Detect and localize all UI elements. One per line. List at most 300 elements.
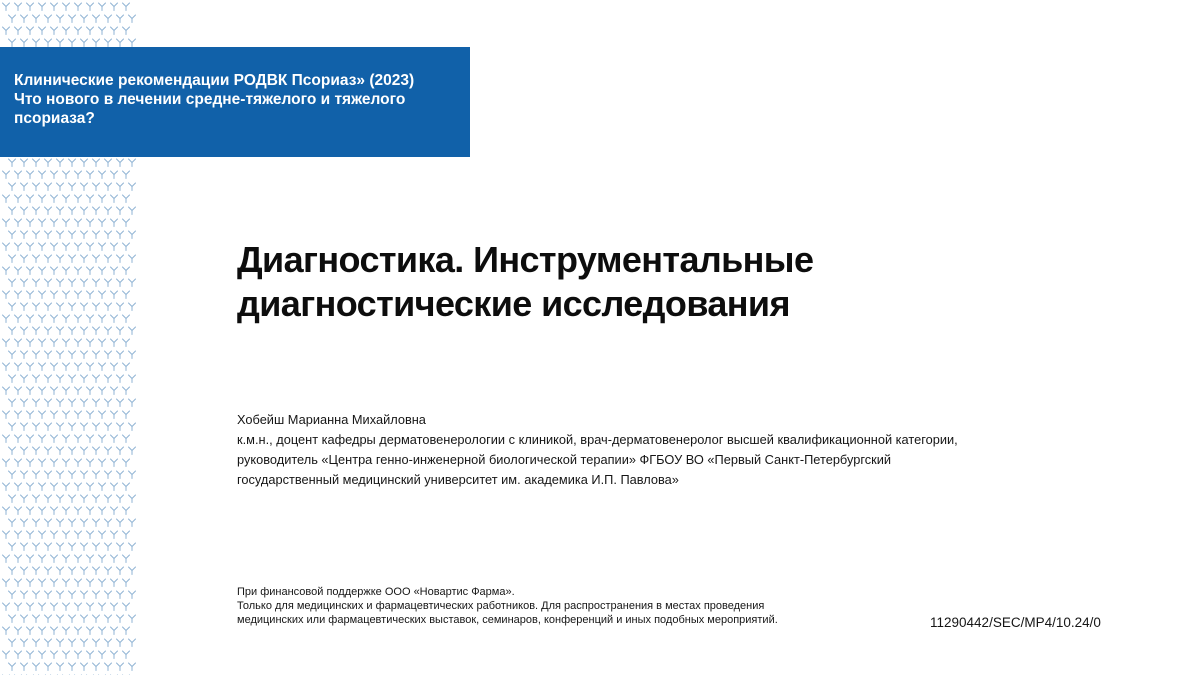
y-shape-icon xyxy=(45,255,52,263)
y-shape-icon xyxy=(45,447,52,455)
y-shape-icon xyxy=(69,327,76,335)
y-shape-icon xyxy=(15,603,22,611)
y-shape-icon xyxy=(51,507,58,515)
y-shape-icon xyxy=(105,447,112,455)
y-shape-icon xyxy=(9,399,16,407)
y-shape-icon xyxy=(15,363,22,371)
y-shape-icon xyxy=(63,339,70,347)
y-shape-icon xyxy=(15,387,22,395)
y-shape-icon xyxy=(9,519,16,527)
y-shape-icon xyxy=(99,195,106,203)
y-shape-icon xyxy=(39,483,46,491)
y-shape-icon xyxy=(111,531,118,539)
y-shape-icon xyxy=(63,195,70,203)
y-shape-icon xyxy=(39,387,46,395)
y-shape-icon xyxy=(105,495,112,503)
y-shape-icon xyxy=(21,351,28,359)
y-shape-icon xyxy=(51,267,58,275)
y-shape-icon xyxy=(57,639,64,647)
y-shape-icon xyxy=(111,387,118,395)
y-shape-icon xyxy=(105,279,112,287)
y-shape-icon xyxy=(9,423,16,431)
y-shape-icon xyxy=(39,363,46,371)
y-shape-icon xyxy=(117,591,124,599)
y-shape-icon xyxy=(99,411,106,419)
y-shape-icon xyxy=(3,627,10,635)
y-shape-icon xyxy=(129,231,136,239)
y-shape-icon xyxy=(3,531,10,539)
y-shape-icon xyxy=(111,171,118,179)
slide-title-line-2: диагностические исследования xyxy=(237,283,790,324)
y-shape-icon xyxy=(87,267,94,275)
y-shape-icon xyxy=(87,291,94,299)
y-shape-icon xyxy=(81,279,88,287)
y-shape-icon xyxy=(123,435,130,443)
y-shape-icon xyxy=(57,255,64,263)
y-shape-icon xyxy=(117,255,124,263)
y-shape-icon xyxy=(111,339,118,347)
y-shape-icon xyxy=(9,183,16,191)
y-shape-icon xyxy=(51,411,58,419)
y-shape-icon xyxy=(111,651,118,659)
y-shape-icon xyxy=(63,579,70,587)
y-shape-icon xyxy=(129,15,136,23)
y-shape-icon xyxy=(117,399,124,407)
y-shape-icon xyxy=(39,243,46,251)
y-shape-icon xyxy=(105,543,112,551)
y-shape-icon xyxy=(69,279,76,287)
y-shape-icon xyxy=(51,627,58,635)
y-shape-icon xyxy=(111,603,118,611)
y-shape-icon xyxy=(75,291,82,299)
y-shape-icon xyxy=(123,531,130,539)
y-shape-icon xyxy=(111,363,118,371)
y-shape-icon xyxy=(87,651,94,659)
y-shape-icon xyxy=(63,651,70,659)
y-shape-icon xyxy=(3,579,10,587)
y-shape-icon xyxy=(39,435,46,443)
y-shape-icon xyxy=(117,207,124,215)
y-shape-icon xyxy=(75,459,82,467)
y-shape-icon xyxy=(87,27,94,35)
y-shape-icon xyxy=(69,231,76,239)
y-shape-icon xyxy=(39,555,46,563)
y-shape-icon xyxy=(81,375,88,383)
y-shape-icon xyxy=(33,639,40,647)
y-shape-icon xyxy=(99,243,106,251)
y-shape-icon xyxy=(21,183,28,191)
y-shape-icon xyxy=(21,279,28,287)
y-shape-icon xyxy=(15,243,22,251)
author-credentials-line-2: руководитель «Центра генно-инженерной биологической терапии» ФГБОУ ВО «Первый Санкт-Петербургский xyxy=(237,452,892,467)
y-shape-icon xyxy=(45,183,52,191)
y-shape-icon xyxy=(75,387,82,395)
y-shape-icon xyxy=(129,399,136,407)
y-shape-icon xyxy=(57,375,64,383)
y-shape-icon xyxy=(93,519,100,527)
y-shape-icon xyxy=(21,567,28,575)
y-shape-icon xyxy=(75,3,82,11)
y-shape-icon xyxy=(3,195,10,203)
y-shape-icon xyxy=(9,303,16,311)
y-shape-icon xyxy=(3,3,10,11)
y-shape-icon xyxy=(99,315,106,323)
y-shape-icon xyxy=(51,3,58,11)
y-shape-icon xyxy=(27,195,34,203)
y-shape-icon xyxy=(123,627,130,635)
y-shape-icon xyxy=(87,339,94,347)
y-shape-icon xyxy=(111,627,118,635)
y-shape-icon xyxy=(51,603,58,611)
y-shape-icon xyxy=(99,483,106,491)
y-shape-icon xyxy=(63,27,70,35)
y-shape-icon xyxy=(45,471,52,479)
y-shape-icon xyxy=(105,375,112,383)
y-shape-icon xyxy=(15,459,22,467)
y-shape-icon xyxy=(129,615,136,623)
y-shape-icon xyxy=(81,39,88,47)
y-shape-icon xyxy=(57,663,64,671)
y-shape-icon xyxy=(33,423,40,431)
y-shape-icon xyxy=(81,399,88,407)
y-shape-icon xyxy=(63,483,70,491)
y-shape-icon xyxy=(111,195,118,203)
y-shape-icon xyxy=(75,531,82,539)
y-shape-icon xyxy=(93,231,100,239)
y-shape-icon xyxy=(57,303,64,311)
y-shape-icon xyxy=(87,411,94,419)
y-shape-icon xyxy=(57,183,64,191)
y-shape-icon xyxy=(39,3,46,11)
y-shape-icon xyxy=(39,411,46,419)
y-shape-icon xyxy=(27,219,34,227)
y-shape-icon xyxy=(69,591,76,599)
y-shape-icon xyxy=(99,171,106,179)
y-shape-icon xyxy=(63,171,70,179)
y-shape-icon xyxy=(45,303,52,311)
y-shape-icon xyxy=(81,255,88,263)
y-shape-icon xyxy=(45,39,52,47)
y-shape-icon xyxy=(87,219,94,227)
y-shape-icon xyxy=(99,27,106,35)
y-shape-icon xyxy=(21,375,28,383)
y-shape-icon xyxy=(117,327,124,335)
y-shape-icon xyxy=(129,375,136,383)
y-shape-icon xyxy=(111,291,118,299)
y-shape-icon xyxy=(63,219,70,227)
y-shape-icon xyxy=(111,555,118,563)
y-shape-icon xyxy=(111,507,118,515)
y-shape-icon xyxy=(9,351,16,359)
y-shape-icon xyxy=(75,411,82,419)
y-shape-icon xyxy=(75,195,82,203)
header-line-2: Что нового в лечении средне-тяжелого и тяжелого xyxy=(14,91,406,108)
y-shape-icon xyxy=(105,519,112,527)
y-shape-icon xyxy=(33,471,40,479)
y-shape-icon xyxy=(93,207,100,215)
y-shape-icon xyxy=(27,27,34,35)
y-shape-icon xyxy=(99,603,106,611)
y-shape-icon xyxy=(93,399,100,407)
y-shape-icon xyxy=(87,435,94,443)
y-shape-icon xyxy=(129,495,136,503)
y-shape-icon xyxy=(123,651,130,659)
y-shape-icon xyxy=(21,615,28,623)
y-shape-icon xyxy=(69,15,76,23)
y-shape-icon xyxy=(3,291,10,299)
y-shape-icon xyxy=(81,519,88,527)
y-shape-icon xyxy=(87,483,94,491)
y-shape-icon xyxy=(51,435,58,443)
y-shape-icon xyxy=(87,315,94,323)
y-shape-icon xyxy=(57,615,64,623)
y-shape-icon xyxy=(129,39,136,47)
y-shape-icon xyxy=(93,495,100,503)
y-shape-icon xyxy=(27,339,34,347)
y-shape-icon xyxy=(81,639,88,647)
y-shape-icon xyxy=(63,411,70,419)
y-shape-icon xyxy=(33,183,40,191)
y-shape-icon xyxy=(27,555,34,563)
y-shape-icon xyxy=(105,39,112,47)
y-shape-icon xyxy=(93,639,100,647)
y-shape-icon xyxy=(3,387,10,395)
y-shape-icon xyxy=(81,183,88,191)
y-shape-icon xyxy=(129,303,136,311)
y-shape-icon xyxy=(105,591,112,599)
y-shape-icon xyxy=(87,555,94,563)
y-shape-icon xyxy=(117,351,124,359)
y-shape-icon xyxy=(57,207,64,215)
y-shape-icon xyxy=(39,291,46,299)
y-shape-icon xyxy=(63,627,70,635)
y-shape-icon xyxy=(129,519,136,527)
y-shape-icon xyxy=(123,579,130,587)
y-shape-icon xyxy=(33,495,40,503)
y-shape-icon xyxy=(57,519,64,527)
y-shape-icon xyxy=(27,459,34,467)
y-shape-icon xyxy=(27,603,34,611)
y-shape-icon xyxy=(69,255,76,263)
y-shape-icon xyxy=(99,459,106,467)
y-shape-icon xyxy=(81,159,88,167)
y-shape-icon xyxy=(105,351,112,359)
y-shape-icon xyxy=(21,591,28,599)
y-shape-icon xyxy=(117,615,124,623)
y-shape-icon xyxy=(33,207,40,215)
y-shape-icon xyxy=(15,291,22,299)
y-shape-icon xyxy=(123,171,130,179)
y-shape-icon xyxy=(129,183,136,191)
y-shape-icon xyxy=(39,531,46,539)
y-shape-icon xyxy=(99,435,106,443)
y-shape-icon xyxy=(39,603,46,611)
y-shape-icon xyxy=(93,39,100,47)
y-shape-icon xyxy=(129,159,136,167)
y-shape-icon xyxy=(117,495,124,503)
y-shape-icon xyxy=(15,195,22,203)
y-shape-icon xyxy=(93,543,100,551)
y-shape-icon xyxy=(15,3,22,11)
y-shape-icon xyxy=(93,447,100,455)
y-shape-icon xyxy=(45,567,52,575)
y-shape-icon xyxy=(9,375,16,383)
y-shape-icon xyxy=(75,627,82,635)
y-shape-icon xyxy=(39,579,46,587)
y-shape-icon xyxy=(45,663,52,671)
y-shape-icon xyxy=(87,387,94,395)
y-shape-icon xyxy=(3,363,10,371)
y-shape-icon xyxy=(39,195,46,203)
y-shape-icon xyxy=(63,3,70,11)
y-shape-icon xyxy=(81,615,88,623)
y-shape-icon xyxy=(27,651,34,659)
y-shape-icon xyxy=(93,423,100,431)
y-shape-icon xyxy=(9,207,16,215)
y-shape-icon xyxy=(93,615,100,623)
y-shape-icon xyxy=(33,447,40,455)
y-shape-icon xyxy=(81,351,88,359)
y-shape-icon xyxy=(57,591,64,599)
y-shape-icon xyxy=(75,555,82,563)
y-shape-icon xyxy=(15,219,22,227)
y-shape-icon xyxy=(129,567,136,575)
y-shape-icon xyxy=(129,591,136,599)
y-shape-icon xyxy=(27,627,34,635)
y-shape-icon xyxy=(21,39,28,47)
y-shape-icon xyxy=(75,483,82,491)
y-shape-icon xyxy=(57,159,64,167)
y-shape-icon xyxy=(99,291,106,299)
y-shape-icon xyxy=(93,303,100,311)
y-shape-icon xyxy=(87,603,94,611)
y-shape-icon xyxy=(123,3,130,11)
y-shape-icon xyxy=(99,651,106,659)
y-shape-icon xyxy=(105,183,112,191)
y-shape-icon xyxy=(117,303,124,311)
y-shape-icon xyxy=(105,231,112,239)
y-shape-icon xyxy=(69,615,76,623)
y-shape-icon xyxy=(63,531,70,539)
y-shape-icon xyxy=(51,483,58,491)
y-shape-icon xyxy=(51,315,58,323)
y-shape-icon xyxy=(93,567,100,575)
y-shape-icon xyxy=(117,471,124,479)
y-shape-icon xyxy=(99,363,106,371)
y-shape-icon xyxy=(69,495,76,503)
y-shape-icon xyxy=(33,567,40,575)
y-shape-icon xyxy=(33,39,40,47)
y-shape-icon xyxy=(21,15,28,23)
y-shape-icon xyxy=(51,291,58,299)
y-shape-icon xyxy=(51,171,58,179)
y-shape-icon xyxy=(117,183,124,191)
y-shape-icon xyxy=(27,171,34,179)
y-shape-icon xyxy=(45,15,52,23)
y-shape-icon xyxy=(69,567,76,575)
y-shape-icon xyxy=(15,555,22,563)
y-shape-icon xyxy=(57,495,64,503)
y-shape-icon xyxy=(9,255,16,263)
y-shape-icon xyxy=(117,231,124,239)
y-shape-icon xyxy=(81,423,88,431)
y-shape-icon xyxy=(45,159,52,167)
y-shape-icon xyxy=(93,351,100,359)
y-shape-icon xyxy=(21,519,28,527)
y-shape-icon xyxy=(57,327,64,335)
y-shape-icon xyxy=(99,579,106,587)
y-shape-icon xyxy=(57,39,64,47)
y-shape-icon xyxy=(81,327,88,335)
y-shape-icon xyxy=(75,243,82,251)
y-shape-icon xyxy=(129,447,136,455)
y-shape-icon xyxy=(129,639,136,647)
y-shape-icon xyxy=(9,279,16,287)
y-shape-icon xyxy=(81,207,88,215)
header-banner xyxy=(0,47,470,157)
y-shape-icon xyxy=(105,567,112,575)
y-shape-icon xyxy=(99,507,106,515)
y-shape-icon xyxy=(9,591,16,599)
y-shape-icon xyxy=(45,279,52,287)
y-shape-icon xyxy=(105,303,112,311)
y-shape-icon xyxy=(3,267,10,275)
y-shape-icon xyxy=(99,219,106,227)
y-shape-icon xyxy=(99,387,106,395)
y-shape-icon xyxy=(3,171,10,179)
y-shape-icon xyxy=(27,411,34,419)
y-shape-icon xyxy=(129,663,136,671)
y-shape-icon xyxy=(81,303,88,311)
y-shape-icon xyxy=(57,351,64,359)
y-shape-icon xyxy=(69,207,76,215)
y-shape-icon xyxy=(87,171,94,179)
y-shape-icon xyxy=(51,339,58,347)
y-shape-icon xyxy=(33,255,40,263)
y-shape-icon xyxy=(69,375,76,383)
y-shape-icon xyxy=(27,435,34,443)
y-shape-icon xyxy=(27,315,34,323)
y-shape-icon xyxy=(111,27,118,35)
y-shape-icon xyxy=(3,339,10,347)
y-shape-icon xyxy=(9,447,16,455)
y-shape-icon xyxy=(93,255,100,263)
y-shape-icon xyxy=(117,567,124,575)
y-shape-icon xyxy=(105,423,112,431)
y-shape-icon xyxy=(105,615,112,623)
y-shape-icon xyxy=(75,579,82,587)
y-shape-icon xyxy=(15,507,22,515)
y-shape-icon xyxy=(81,591,88,599)
document-code: 11290442/SEC/MP4/10.24/0 xyxy=(930,615,1101,630)
y-shape-icon xyxy=(129,207,136,215)
y-shape-icon xyxy=(27,3,34,11)
y-shape-icon xyxy=(93,375,100,383)
y-shape-icon xyxy=(51,27,58,35)
y-shape-icon xyxy=(39,27,46,35)
y-shape-icon xyxy=(3,219,10,227)
y-shape-icon xyxy=(51,459,58,467)
y-shape-icon xyxy=(105,207,112,215)
y-shape-icon xyxy=(69,159,76,167)
y-shape-icon xyxy=(111,459,118,467)
y-shape-icon xyxy=(75,363,82,371)
y-shape-icon xyxy=(21,495,28,503)
y-shape-icon xyxy=(117,159,124,167)
y-shape-icon xyxy=(27,531,34,539)
y-shape-icon xyxy=(93,159,100,167)
y-shape-icon xyxy=(39,651,46,659)
